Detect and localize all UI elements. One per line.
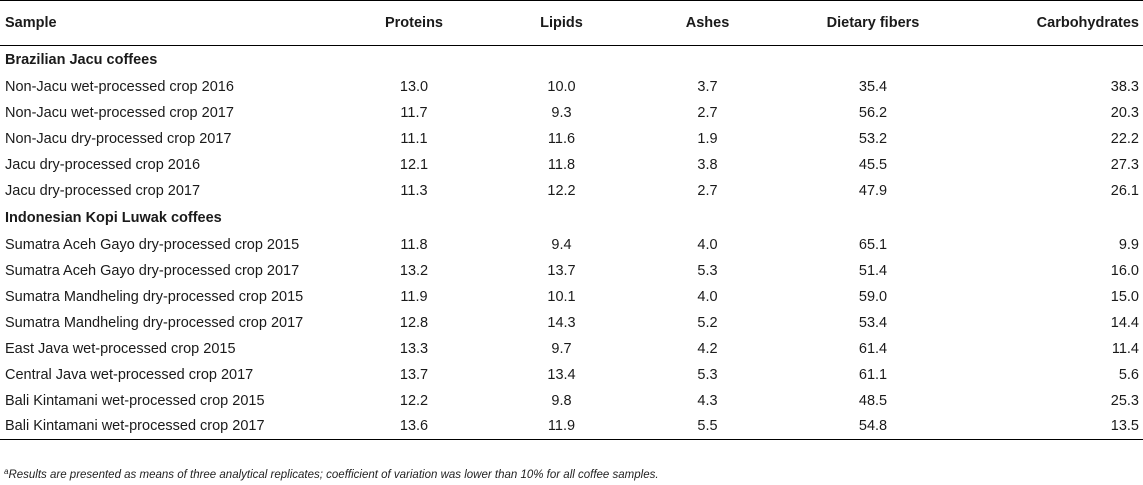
- header-carbohydrates: Carbohydrates: [1036, 15, 1139, 31]
- cell-dietary-fibers: 65.1: [858, 236, 888, 253]
- cell-proteins: 13.3: [399, 340, 429, 357]
- cell-lipids: 9.8: [551, 392, 572, 409]
- cell-carbohydrates: 20.3: [1110, 104, 1139, 121]
- table-row: [0, 178, 1143, 204]
- cell-carbohydrates: 5.6: [1118, 366, 1139, 383]
- table-row: [0, 74, 1143, 100]
- cell-dietary-fibers: 54.8: [858, 418, 888, 435]
- cell-proteins: 13.7: [399, 366, 429, 383]
- cell-dietary-fibers: 61.4: [858, 340, 888, 357]
- cell-proteins: 11.1: [400, 130, 428, 147]
- cell-sample: Non-Jacu dry-processed crop 2017: [5, 130, 232, 147]
- table-row: [0, 232, 1143, 258]
- cell-sample: Sumatra Aceh Gayo dry-processed crop 2015: [5, 236, 300, 253]
- cell-proteins: 11.8: [400, 236, 428, 253]
- cell-sample: East Java wet-processed crop 2015: [5, 340, 236, 357]
- cell-proteins: 11.3: [400, 182, 428, 199]
- cell-proteins: 13.0: [399, 78, 429, 95]
- cell-ashes: 5.5: [697, 418, 718, 435]
- cell-dietary-fibers: 51.4: [858, 262, 888, 279]
- cell-lipids: 9.3: [551, 104, 572, 121]
- cell-carbohydrates: 11.4: [1111, 340, 1139, 357]
- cell-dietary-fibers: 35.4: [858, 78, 888, 95]
- cell-proteins: 13.6: [399, 418, 429, 435]
- cell-proteins: 13.2: [399, 262, 429, 279]
- cell-sample: Jacu dry-processed crop 2017: [5, 182, 201, 199]
- cell-sample: Sumatra Aceh Gayo dry-processed crop 2017: [5, 262, 300, 279]
- cell-carbohydrates: 9.9: [1118, 236, 1139, 253]
- cell-proteins: 12.2: [399, 392, 429, 409]
- cell-carbohydrates: 26.1: [1110, 182, 1139, 199]
- header-lipids: Lipids: [540, 15, 583, 31]
- table-row: [0, 126, 1143, 152]
- cell-carbohydrates: 16.0: [1110, 262, 1139, 279]
- cell-ashes: 3.7: [697, 78, 718, 95]
- cell-ashes: 2.7: [697, 104, 718, 121]
- cell-sample: Sumatra Mandheling dry-processed crop 2017: [5, 314, 304, 331]
- cell-dietary-fibers: 53.4: [858, 314, 888, 331]
- cell-proteins: 12.1: [399, 156, 429, 173]
- cell-lipids: 9.4: [551, 236, 572, 253]
- cell-carbohydrates: 25.3: [1110, 392, 1139, 409]
- cell-ashes: 4.3: [697, 392, 718, 409]
- table-row: [0, 362, 1143, 388]
- cell-dietary-fibers: 59.0: [858, 288, 888, 305]
- section-row: [0, 204, 1143, 232]
- cell-lipids: 10.0: [547, 78, 576, 95]
- header-proteins: Proteins: [384, 15, 443, 31]
- header-row: [0, 1, 1143, 46]
- cell-carbohydrates: 38.3: [1110, 78, 1139, 95]
- cell-proteins: 12.8: [399, 314, 429, 331]
- footnote-text: Results are presented as means of three analytical replicates; coefficient of variation was lower than 10% for all coffee samples.: [8, 469, 659, 481]
- cell-proteins: 11.9: [400, 288, 428, 305]
- cell-carbohydrates: 27.3: [1110, 156, 1139, 173]
- header-dietary-fibers: Dietary fibers: [826, 15, 920, 31]
- cell-ashes: 4.2: [697, 340, 718, 357]
- table-row: [0, 310, 1143, 336]
- cell-dietary-fibers: 47.9: [858, 182, 888, 199]
- cell-dietary-fibers: 48.5: [858, 392, 888, 409]
- section-row: [0, 46, 1143, 74]
- cell-carbohydrates: 15.0: [1110, 288, 1139, 305]
- cell-carbohydrates: 13.5: [1110, 418, 1139, 435]
- cell-dietary-fibers: 45.5: [858, 156, 888, 173]
- cell-sample: Bali Kintamani wet-processed crop 2017: [5, 418, 265, 435]
- section-title: Indonesian Kopi Luwak coffees: [5, 209, 222, 226]
- cell-proteins: 11.7: [400, 104, 428, 121]
- cell-carbohydrates: 14.4: [1110, 314, 1139, 331]
- table-row: [0, 388, 1143, 414]
- cell-lipids: 14.3: [547, 314, 576, 331]
- table-row: [0, 414, 1143, 440]
- cell-ashes: 5.3: [697, 366, 718, 383]
- cell-lipids: 13.4: [547, 366, 576, 383]
- table-row: [0, 284, 1143, 310]
- cell-ashes: 2.7: [697, 182, 718, 199]
- cell-lipids: 11.6: [547, 130, 576, 147]
- cell-lipids: 12.2: [547, 182, 576, 199]
- cell-sample: Bali Kintamani wet-processed crop 2015: [5, 392, 265, 409]
- table-row: [0, 152, 1143, 178]
- cell-dietary-fibers: 56.2: [858, 104, 888, 121]
- section-title: Brazilian Jacu coffees: [5, 51, 158, 68]
- cell-dietary-fibers: 61.1: [858, 366, 888, 383]
- cell-sample: Central Java wet-processed crop 2017: [5, 366, 254, 383]
- table-footnote: [4, 467, 659, 481]
- cell-ashes: 5.2: [697, 314, 718, 331]
- cell-dietary-fibers: 53.2: [858, 130, 888, 147]
- cell-ashes: 4.0: [697, 288, 718, 305]
- cell-lipids: 11.8: [547, 156, 576, 173]
- cell-lipids: 10.1: [547, 288, 576, 305]
- cell-carbohydrates: 22.2: [1110, 130, 1139, 147]
- cell-lipids: 13.7: [547, 262, 576, 279]
- header-sample: Sample: [5, 15, 57, 31]
- cell-sample: Non-Jacu wet-processed crop 2016: [5, 78, 234, 95]
- table-row: [0, 100, 1143, 126]
- header-ashes: Ashes: [685, 15, 730, 31]
- table-body: [0, 46, 1143, 440]
- cell-ashes: 5.3: [697, 262, 718, 279]
- table-row: [0, 336, 1143, 362]
- cell-ashes: 4.0: [697, 236, 718, 253]
- cell-lipids: 9.7: [551, 340, 572, 357]
- cell-sample: Sumatra Mandheling dry-processed crop 2015: [5, 288, 304, 305]
- cell-sample: Jacu dry-processed crop 2016: [5, 156, 201, 173]
- footnote-marker: a: [4, 467, 9, 476]
- cell-ashes: 3.8: [697, 156, 718, 173]
- cell-ashes: 1.9: [697, 130, 718, 147]
- cell-lipids: 11.9: [547, 418, 576, 435]
- cell-sample: Non-Jacu wet-processed crop 2017: [5, 104, 234, 121]
- table-row: [0, 258, 1143, 284]
